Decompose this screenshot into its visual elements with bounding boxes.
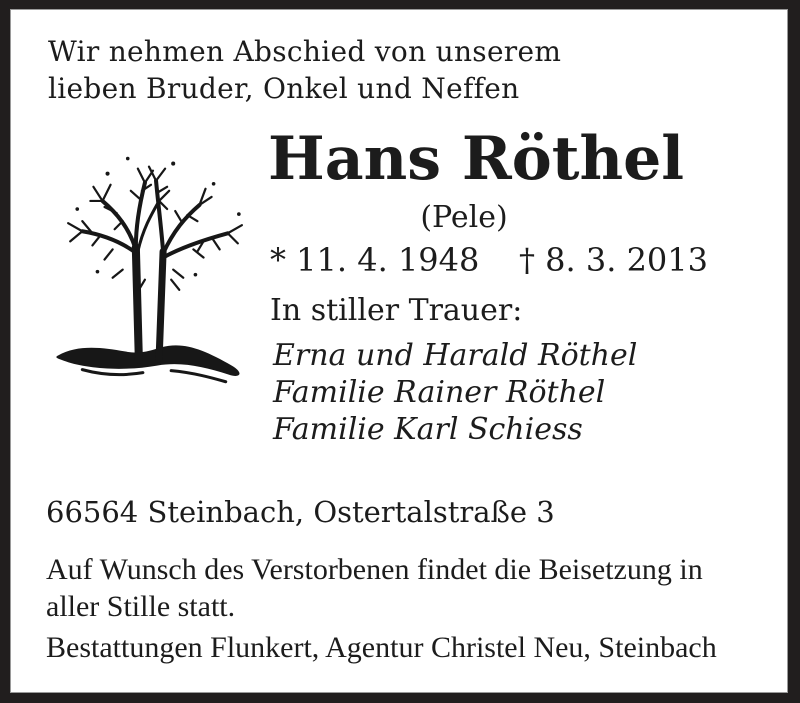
- bare-trees-illustration: [52, 128, 254, 386]
- tree-icon: [52, 128, 254, 386]
- wish-line-1: Auf Wunsch des Verstorbenen findet die Beisetzung in: [46, 553, 703, 586]
- address-line: 66564 Steinbach, Ostertalstraße 3: [46, 495, 555, 529]
- mourners-list: [273, 337, 637, 448]
- name-block: [268, 124, 685, 235]
- deceased-name: Hans Röthel: [268, 124, 685, 194]
- deceased-nickname: (Pele): [420, 200, 508, 235]
- mourner-line: Familie Karl Schiess: [273, 412, 583, 447]
- intro-text: [48, 33, 561, 107]
- funeral-home-line: Bestattungen Flunkert, Agentur Christel Neu, Steinbach: [46, 631, 717, 664]
- death-date: † 8. 3. 2013: [518, 241, 708, 279]
- life-dates: [270, 243, 708, 277]
- mourning-label: In stiller Trauer:: [270, 293, 523, 328]
- intro-line-1: Wir nehmen Abschied von unserem: [48, 35, 562, 68]
- birth-date: * 11. 4. 1948: [270, 241, 480, 279]
- intro-line-2: lieben Bruder, Onkel und Neffen: [48, 72, 520, 105]
- burial-wish-text: [46, 551, 703, 625]
- wish-line-2: aller Stille statt.: [46, 590, 236, 623]
- mourner-line: Erna und Harald Röthel: [273, 338, 638, 373]
- mourner-line: Familie Rainer Röthel: [273, 375, 606, 410]
